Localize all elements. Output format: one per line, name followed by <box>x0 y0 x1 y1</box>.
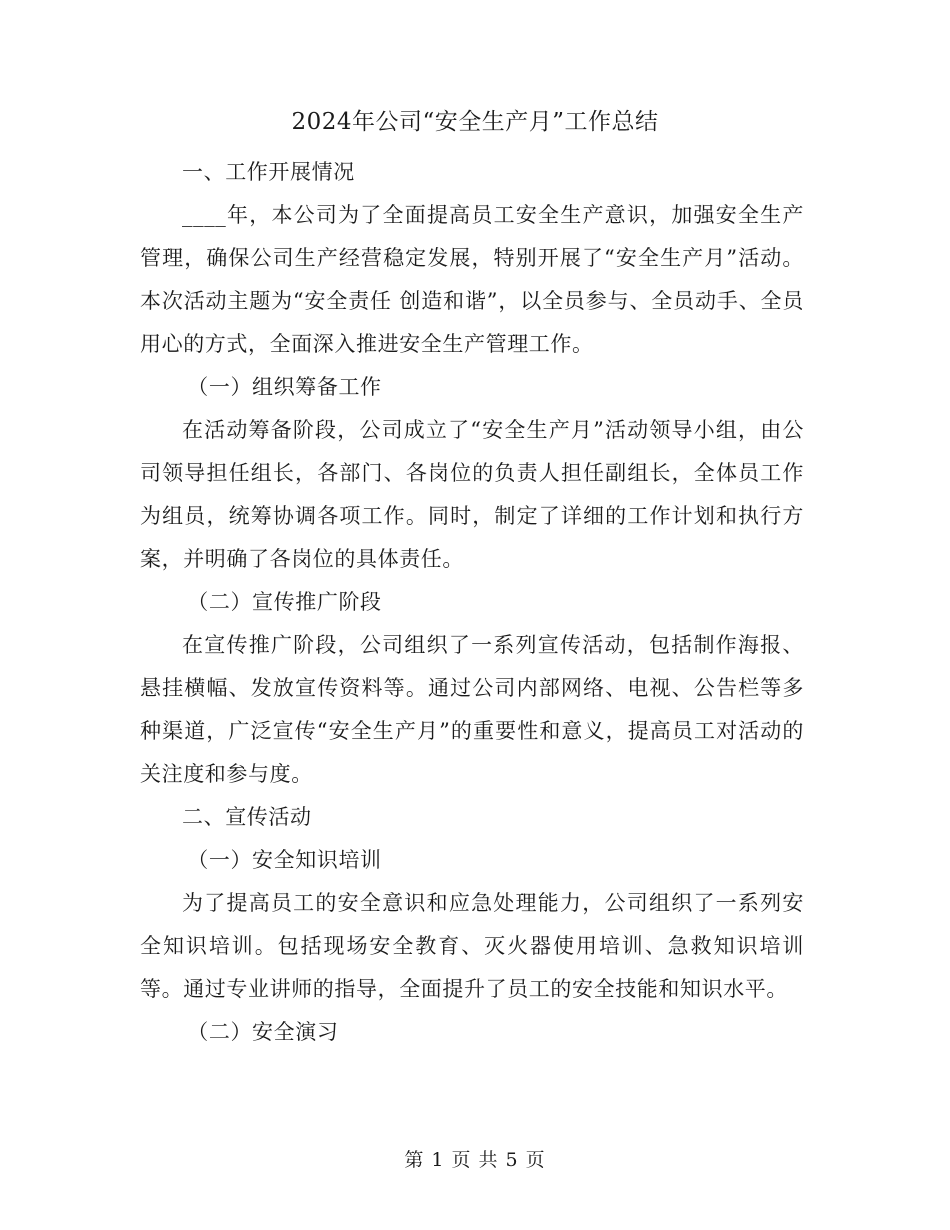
body-paragraph: 在活动筹备阶段，公司成立了“安全生产月”活动领导小组，由公司领导担任组长，各部门、各岗位的负责人担任副组长，全体员工作为组员，统筹协调各项工作。同时，制定了详细的工作计划和执行方案，并明确了各岗位的具体责任。 <box>140 418 804 571</box>
subsection-heading: （二）宣传推广阶段 <box>187 590 382 614</box>
body-paragraph: 为了提高员工的安全意识和应急处理能力，公司组织了一系列安全知识培训。包括现场安全教育、灭火器使用培训、急救知识培训等。通过专业讲师的指导，全面提升了员工的安全技能和知识水平。 <box>140 891 804 1001</box>
section-heading: 一、工作开展情况 <box>182 160 355 184</box>
body-paragraph: ____年，本公司为了全面提高员工安全生产意识，加强安全生产管理，确保公司生产经营稳定发展，特别开展了“安全生产月”活动。本次活动主题为“安全责任 创造和谐”，以全员参与、全员动手、全员用心的方式，全面深入推进安全生产管理工作。 <box>140 203 804 356</box>
document-title: 2024年公司“安全生产月”工作总结 <box>291 109 659 135</box>
subsection-heading: （一）组织筹备工作 <box>187 375 382 399</box>
subsection-heading: （一）安全知识培训 <box>187 848 382 872</box>
body-paragraph: 在宣传推广阶段，公司组织了一系列宣传活动，包括制作海报、悬挂横幅、发放宣传资料等。通过公司内部网络、电视、公告栏等多种渠道，广泛宣传“安全生产月”的重要性和意义，提高员工对活动的关注度和参与度。 <box>140 633 804 786</box>
subsection-heading: （二）安全演习 <box>187 1020 339 1044</box>
page-number: 第 1 页 共 5 页 <box>404 1149 546 1171</box>
document-body <box>140 151 804 1054</box>
section-heading: 二、宣传活动 <box>182 805 312 829</box>
